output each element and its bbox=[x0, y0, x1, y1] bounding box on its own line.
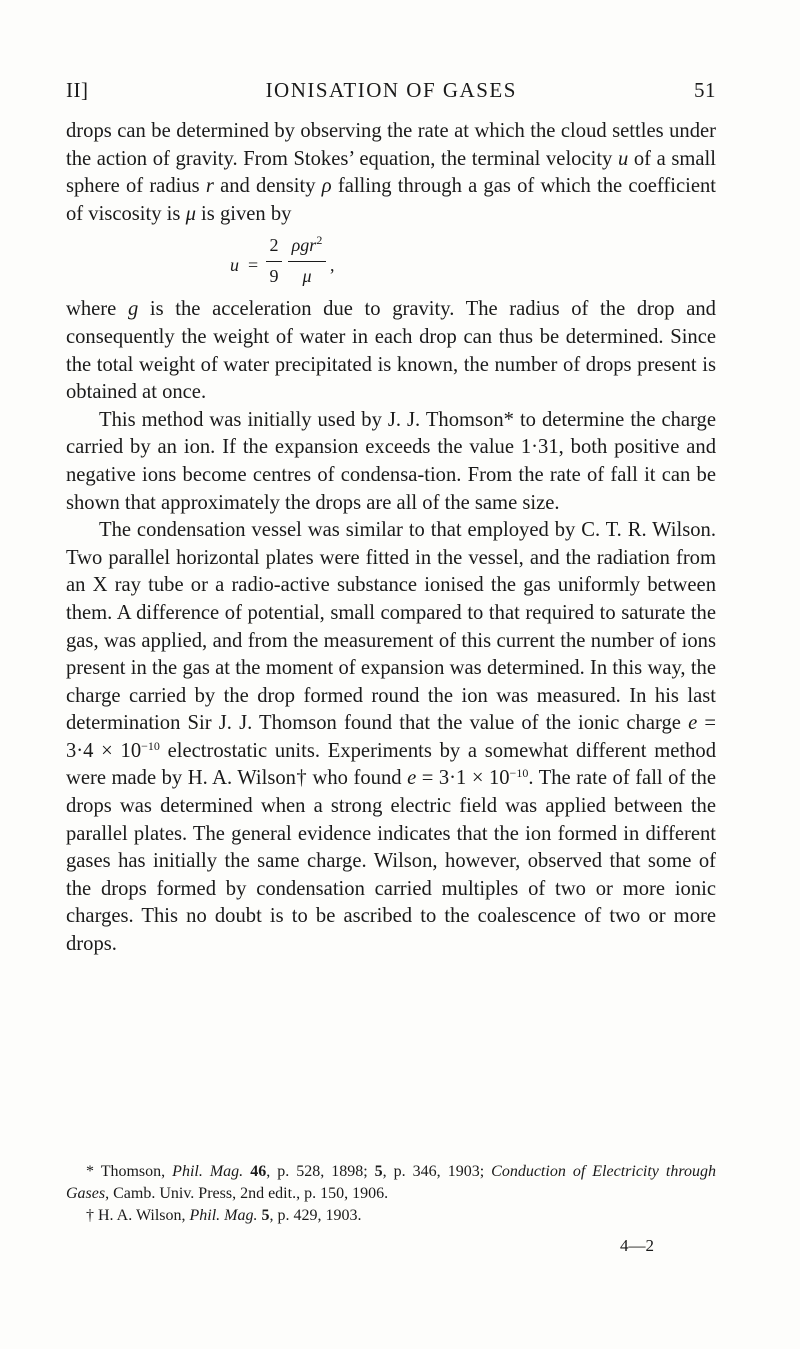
fraction-rho-g-r-over-mu: ρgr$^2$ μ bbox=[288, 232, 326, 290]
body-text bbox=[66, 118, 716, 959]
footnote-thomson: * Thomson, Phil. Mag. 46, p. 528, 1898; 5, p. 346, 1903; Conduction of Electricity through Gases, Camb. Univ. Press, 2nd edit., p. 150, 1906. bbox=[66, 1163, 716, 1202]
formula-lhs: u bbox=[230, 255, 239, 276]
page-number: 51 bbox=[694, 78, 716, 102]
paragraph-2: where g is the acceleration due to gravity. The radius of the drop and consequently the weight of water in each drop can thus be determined. Since the total weight of water precipitated is known, the number of drops present is obtained at once. bbox=[66, 298, 716, 404]
stokes-formula: u = $\frac{2}{9}$ ρgr$^2$ μ , bbox=[230, 230, 716, 292]
chapter-number: II] bbox=[66, 78, 89, 102]
paragraph-3: This method was initially used by J. J. Thomson* to determine the charge carried by an ion. If the expansion exceeds the value 1·31, both positive and negative ions become centres of condensa-tion. From the rate of fall it can be shown that approximately the drops are all of the same size. bbox=[66, 408, 716, 514]
signature-mark: 4—2 bbox=[620, 1236, 654, 1255]
paragraph-4: The condensation vessel was similar to that employed by C. T. R. Wilson. Two parallel horizontal plates were fitted in the vessel, and the radiation from an X ray tube or a radio-active substance ionised the gas uniformly between them. A difference of potential, small compared to that required to saturate the gas, was applied, and from the measurement of this current the number of ions present in the gas at the moment of expansion was determined. In this way, the charge carried by the drop formed round the ion was measured. In his last determination Sir J. J. Thomson found that the value of the ionic charge $e = 3\cdot 4 \times 10^{-10}$ electrostatic units. Experiments by a somewhat different method were made by H. A. Wilson† who found $e = 3\cdot 1 \times 10^{-10}$. The rate of fall of the drops was determined when a strong electric field was applied between the parallel plates. The general evidence indicates that the ion formed in different gases has initially the same charge. Wilson, however, observed that some of the drops formed by condensation carried multiples of two or more ionic charges. This no doubt is to be ascribed to the coalescence of two or more drops. bbox=[66, 519, 717, 956]
formula-equals: = bbox=[248, 255, 259, 276]
footnotes bbox=[66, 1161, 716, 1227]
paragraph-1: drops can be determined by observing the rate at which the cloud settles under the action of gravity. From Stokes’ equation, the terminal velocity u of a small sphere of radius r and density ρ falling through a gas of which the coefficient of viscosity is μ is given by bbox=[66, 120, 717, 225]
footnote-wilson: † H. A. Wilson, Phil. Mag. 5, p. 429, 1903. bbox=[86, 1207, 362, 1224]
fraction-two-ninths: $\frac{2}{9}$ bbox=[266, 232, 282, 290]
running-header bbox=[66, 78, 716, 103]
running-title: IONISATION OF GASES bbox=[265, 78, 517, 102]
